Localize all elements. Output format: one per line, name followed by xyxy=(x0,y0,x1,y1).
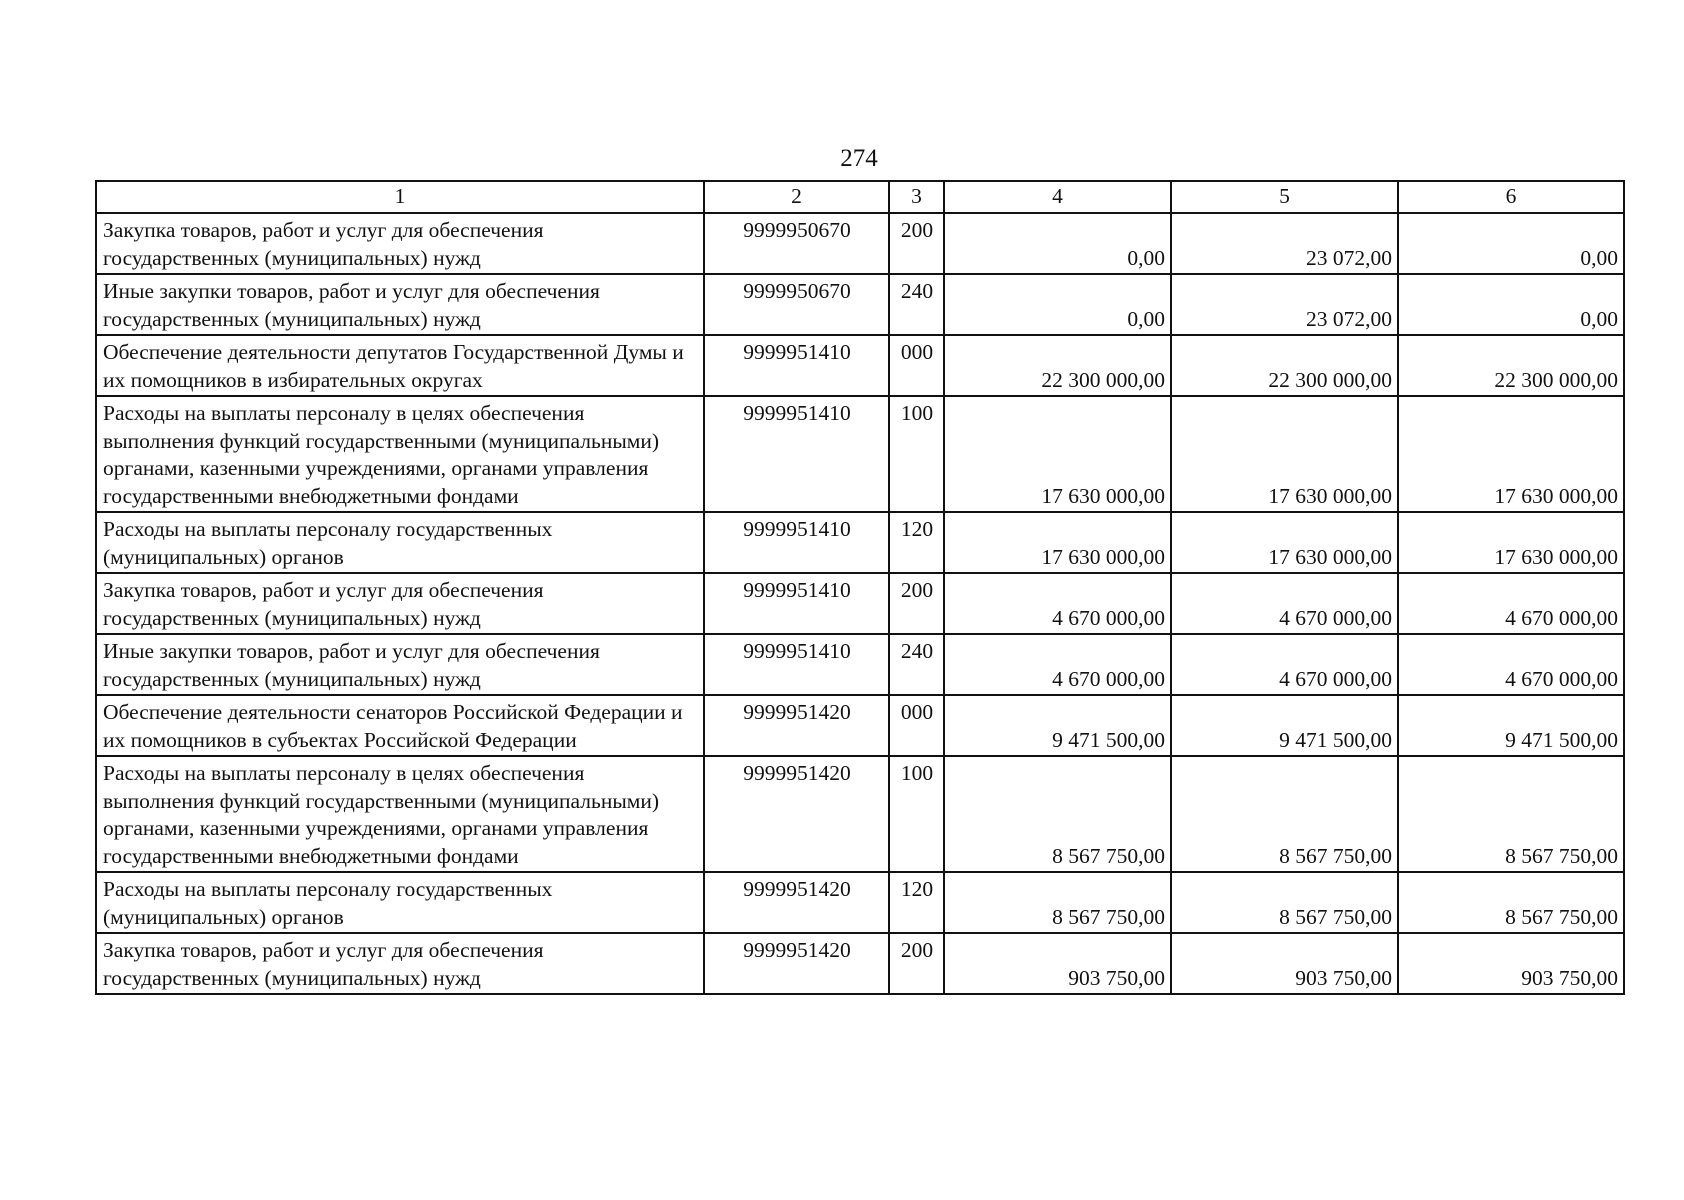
row-code: 9999951420 xyxy=(704,933,889,994)
row-kind: 200 xyxy=(889,933,944,994)
row-kind: 120 xyxy=(889,512,944,573)
header-row xyxy=(96,181,1624,213)
row-description: Обеспечение деятельности сенаторов Российской Федерации и их помощников в субъектах Российской Федерации xyxy=(96,695,704,756)
row-amount-2: 17 630 000,00 xyxy=(1171,396,1398,512)
row-amount-1: 0,00 xyxy=(944,213,1171,274)
table-row xyxy=(96,573,1624,634)
row-code: 9999951410 xyxy=(704,512,889,573)
row-code: 9999951410 xyxy=(704,634,889,695)
row-description: Закупка товаров, работ и услуг для обеспечения государственных (муниципальных) нужд xyxy=(96,213,704,274)
table-row xyxy=(96,756,1624,872)
table-row xyxy=(96,335,1624,396)
row-amount-3: 0,00 xyxy=(1398,213,1624,274)
row-amount-2: 903 750,00 xyxy=(1171,933,1398,994)
row-amount-1: 4 670 000,00 xyxy=(944,634,1171,695)
row-amount-1: 8 567 750,00 xyxy=(944,872,1171,933)
row-amount-3: 0,00 xyxy=(1398,274,1624,335)
table-row xyxy=(96,872,1624,933)
row-amount-3: 17 630 000,00 xyxy=(1398,512,1624,573)
table-row xyxy=(96,512,1624,573)
table-row xyxy=(96,695,1624,756)
row-amount-3: 903 750,00 xyxy=(1398,933,1624,994)
row-kind: 240 xyxy=(889,634,944,695)
page-number: 274 xyxy=(840,145,878,172)
row-description: Расходы на выплаты персоналу в целях обеспечения выполнения функций государственными (муниципальными) органами, казенными учреждениями, органами управления государственными внебюджетными фондами xyxy=(96,756,704,872)
table-body xyxy=(96,213,1624,994)
row-code: 9999950670 xyxy=(704,213,889,274)
row-description: Расходы на выплаты персоналу государственных (муниципальных) органов xyxy=(96,872,704,933)
row-description: Обеспечение деятельности депутатов Государственной Думы и их помощников в избирательных округах xyxy=(96,335,704,396)
row-kind: 200 xyxy=(889,213,944,274)
table-row xyxy=(96,634,1624,695)
row-amount-2: 8 567 750,00 xyxy=(1171,756,1398,872)
row-amount-2: 22 300 000,00 xyxy=(1171,335,1398,396)
row-amount-2: 23 072,00 xyxy=(1171,274,1398,335)
row-kind: 240 xyxy=(889,274,944,335)
row-amount-2: 17 630 000,00 xyxy=(1171,512,1398,573)
row-description: Закупка товаров, работ и услуг для обеспечения государственных (муниципальных) нужд xyxy=(96,573,704,634)
table-row xyxy=(96,396,1624,512)
row-description: Иные закупки товаров, работ и услуг для обеспечения государственных (муниципальных) нужд xyxy=(96,274,704,335)
row-kind: 100 xyxy=(889,396,944,512)
row-amount-3: 8 567 750,00 xyxy=(1398,756,1624,872)
row-code: 9999951420 xyxy=(704,872,889,933)
row-amount-1: 9 471 500,00 xyxy=(944,695,1171,756)
row-amount-3: 9 471 500,00 xyxy=(1398,695,1624,756)
row-code: 9999950670 xyxy=(704,274,889,335)
row-amount-1: 8 567 750,00 xyxy=(944,756,1171,872)
row-code: 9999951410 xyxy=(704,335,889,396)
table-row xyxy=(96,213,1624,274)
row-amount-1: 17 630 000,00 xyxy=(944,396,1171,512)
row-amount-1: 4 670 000,00 xyxy=(944,573,1171,634)
row-code: 9999951420 xyxy=(704,756,889,872)
row-kind: 000 xyxy=(889,695,944,756)
row-amount-2: 23 072,00 xyxy=(1171,213,1398,274)
column-header: 2 xyxy=(704,181,889,213)
budget-table xyxy=(95,180,1625,995)
row-amount-3: 22 300 000,00 xyxy=(1398,335,1624,396)
row-kind: 000 xyxy=(889,335,944,396)
column-header: 6 xyxy=(1398,181,1624,213)
table-row xyxy=(96,933,1624,994)
row-description: Закупка товаров, работ и услуг для обеспечения государственных (муниципальных) нужд xyxy=(96,933,704,994)
row-amount-3: 4 670 000,00 xyxy=(1398,634,1624,695)
row-code: 9999951420 xyxy=(704,695,889,756)
row-kind: 100 xyxy=(889,756,944,872)
row-amount-2: 4 670 000,00 xyxy=(1171,634,1398,695)
row-amount-3: 8 567 750,00 xyxy=(1398,872,1624,933)
row-amount-2: 4 670 000,00 xyxy=(1171,573,1398,634)
column-header: 1 xyxy=(96,181,704,213)
row-amount-3: 4 670 000,00 xyxy=(1398,573,1624,634)
row-kind: 200 xyxy=(889,573,944,634)
table-header xyxy=(96,181,1624,213)
row-kind: 120 xyxy=(889,872,944,933)
row-description: Расходы на выплаты персоналу государственных (муниципальных) органов xyxy=(96,512,704,573)
row-description: Расходы на выплаты персоналу в целях обеспечения выполнения функций государственными (муниципальными) органами, казенными учреждениями, органами управления государственными внебюджетными фондами xyxy=(96,396,704,512)
column-header: 3 xyxy=(889,181,944,213)
column-header: 4 xyxy=(944,181,1171,213)
row-amount-3: 17 630 000,00 xyxy=(1398,396,1624,512)
row-code: 9999951410 xyxy=(704,573,889,634)
row-description: Иные закупки товаров, работ и услуг для обеспечения государственных (муниципальных) нужд xyxy=(96,634,704,695)
row-code: 9999951410 xyxy=(704,396,889,512)
row-amount-1: 0,00 xyxy=(944,274,1171,335)
row-amount-1: 22 300 000,00 xyxy=(944,335,1171,396)
row-amount-1: 17 630 000,00 xyxy=(944,512,1171,573)
table-row xyxy=(96,274,1624,335)
row-amount-1: 903 750,00 xyxy=(944,933,1171,994)
row-amount-2: 8 567 750,00 xyxy=(1171,872,1398,933)
column-header: 5 xyxy=(1171,181,1398,213)
row-amount-2: 9 471 500,00 xyxy=(1171,695,1398,756)
